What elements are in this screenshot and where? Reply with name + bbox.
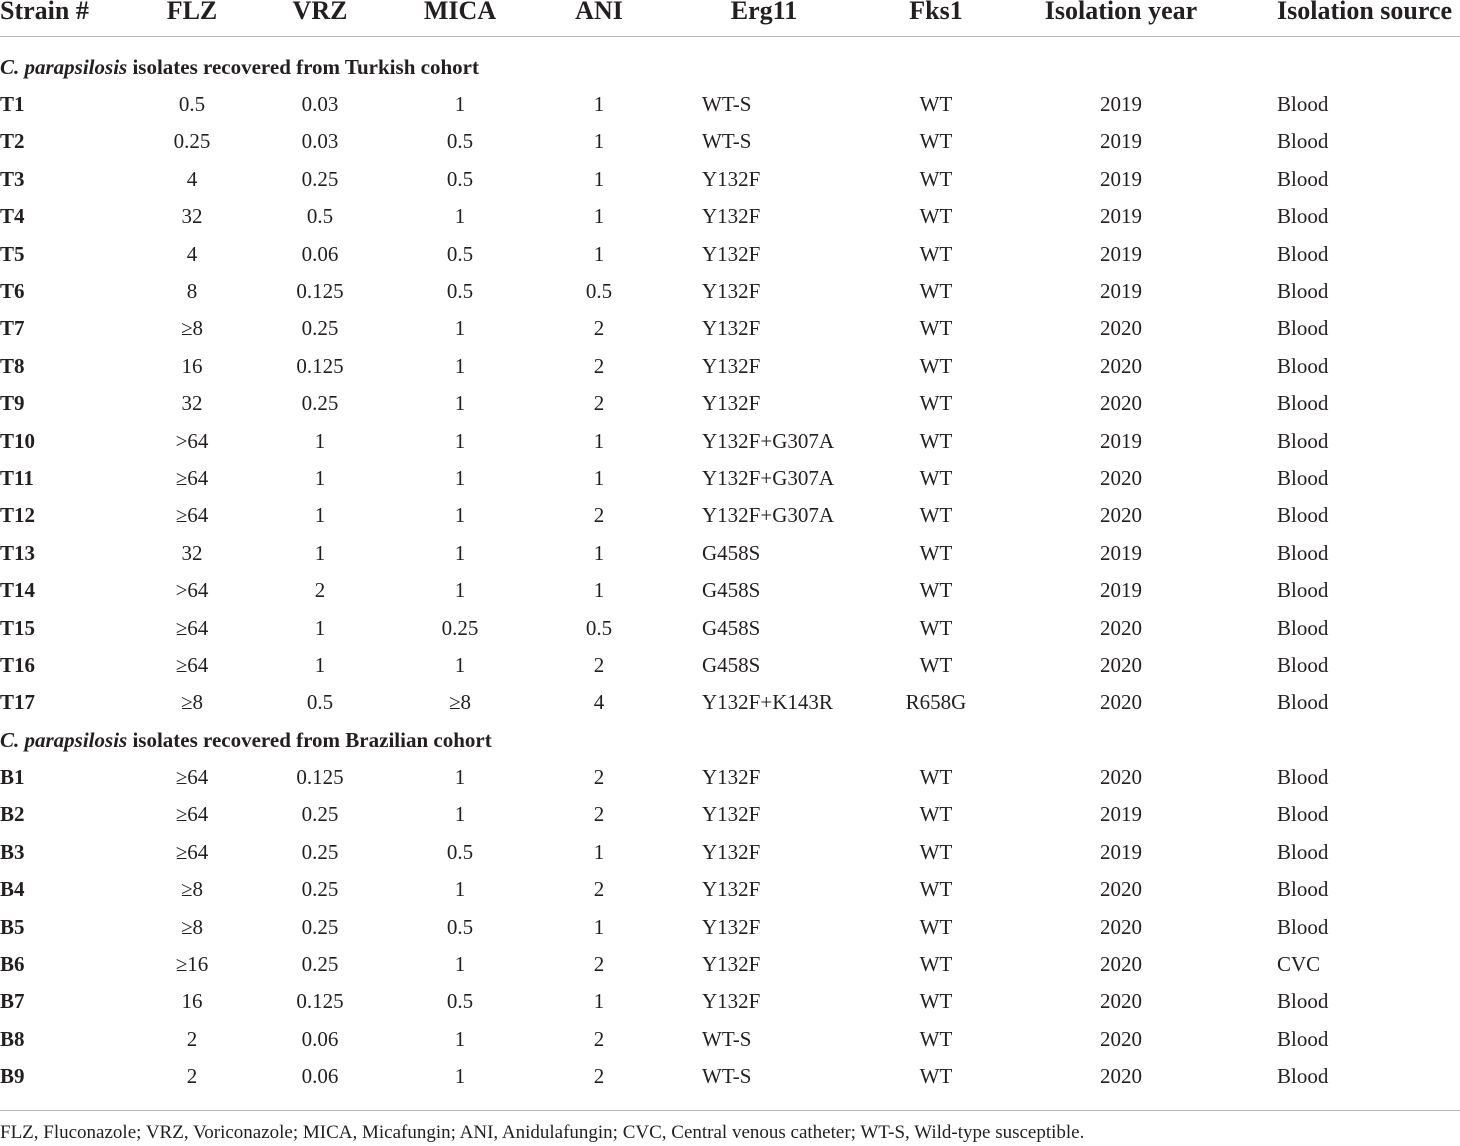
cell-ani: 2	[593, 952, 605, 976]
table-row	[0, 684, 1460, 721]
cell-flz: ≥8	[180, 690, 204, 715]
cell-ani: 2	[593, 503, 605, 528]
cell-strain: T14	[0, 578, 36, 603]
cell-erg11: Y132F	[702, 802, 761, 827]
section-brazilian-species: C. parapsilosis	[0, 728, 128, 752]
cell-ani: 1	[593, 166, 605, 191]
table-row	[0, 572, 1460, 609]
cell-erg11: Y132F	[702, 279, 761, 303]
cell-mica: 1	[454, 802, 466, 827]
cell-erg11: Y132F+K143R	[702, 690, 833, 715]
cell-flz: ≥64	[175, 503, 209, 528]
section-brazilian-label: isolates recovered from Brazilian cohort	[127, 728, 492, 752]
cell-flz: 0.25	[173, 129, 211, 154]
cell-mica: 1	[454, 466, 466, 490]
cell-strain: B8	[0, 1026, 25, 1051]
cell-flz: 0.5	[178, 92, 206, 116]
cell-fks1: WT	[919, 353, 953, 378]
cell-vrz: 0.125	[296, 279, 344, 303]
cell-fks1: R658G	[905, 690, 967, 715]
cell-source: Blood	[1277, 765, 1329, 789]
cell-flz: 4	[186, 241, 198, 266]
cell-flz: >64	[175, 428, 209, 453]
cell-strain: T3	[0, 166, 25, 191]
cell-mica: 1	[454, 316, 466, 341]
cell-strain: B9	[0, 1064, 25, 1089]
cell-fks1: WT	[919, 279, 953, 303]
cell-source: Blood	[1277, 877, 1329, 902]
cell-erg11: WT-S	[702, 1026, 752, 1051]
cell-ani: 1	[593, 466, 605, 490]
cell-strain: T6	[0, 279, 25, 303]
cell-vrz: 0.25	[301, 391, 339, 416]
cell-ani: 4	[593, 690, 605, 715]
cell-source: Blood	[1277, 129, 1329, 154]
cell-source: Blood	[1277, 615, 1329, 640]
cell-mica: 1	[454, 353, 466, 378]
cell-mica: 0.5	[446, 839, 474, 864]
cell-vrz: 0.25	[301, 914, 339, 939]
cell-flz: ≥16	[175, 952, 209, 976]
cell-ani: 0.5	[585, 615, 613, 640]
cell-erg11: G458S	[702, 653, 761, 677]
cell-year: 2020	[1100, 316, 1142, 341]
cell-fks1: WT	[919, 578, 953, 603]
cell-vrz: 0.5	[306, 690, 334, 715]
cell-fks1: WT	[919, 839, 953, 864]
cell-strain: B7	[0, 989, 25, 1014]
table-row	[0, 161, 1460, 198]
table-row	[0, 348, 1460, 385]
cell-mica: 1	[454, 1064, 466, 1089]
cell-erg11: G458S	[702, 540, 761, 565]
cell-fks1: WT	[919, 241, 953, 266]
cell-strain: B6	[0, 952, 25, 976]
cell-ani: 1	[593, 129, 605, 154]
cell-source: Blood	[1277, 279, 1329, 303]
cell-year: 2020	[1100, 1026, 1142, 1051]
table-row	[0, 610, 1460, 647]
cell-ani: 1	[593, 989, 605, 1014]
cell-mica: 1	[454, 503, 466, 528]
cell-flz: >64	[175, 578, 209, 603]
cell-year: 2020	[1100, 765, 1142, 789]
header-strain: Strain #	[0, 0, 89, 25]
cell-year: 2019	[1100, 129, 1142, 154]
cell-mica: 1	[454, 428, 466, 453]
cell-source: Blood	[1277, 316, 1329, 341]
cell-erg11: Y132F	[702, 914, 761, 939]
cell-strain: T17	[0, 690, 36, 715]
cell-strain: T13	[0, 540, 36, 565]
cell-erg11: G458S	[702, 578, 761, 603]
table-row	[0, 834, 1460, 871]
cell-source: CVC	[1277, 952, 1321, 976]
cell-erg11: Y132F+G307A	[702, 466, 835, 490]
cell-source: Blood	[1277, 503, 1329, 528]
cell-mica: 1	[454, 765, 466, 789]
cell-year: 2020	[1100, 1064, 1142, 1089]
cell-source: Blood	[1277, 466, 1329, 490]
cell-mica: 1	[454, 540, 466, 565]
table-row	[0, 236, 1460, 273]
cell-fks1: WT	[919, 615, 953, 640]
cell-mica: 0.5	[446, 914, 474, 939]
table-row	[0, 198, 1460, 235]
table-row	[0, 796, 1460, 833]
cell-fks1: WT	[919, 914, 953, 939]
cell-ani: 1	[593, 92, 605, 116]
cell-fks1: WT	[919, 316, 953, 341]
cell-mica: 1	[454, 1026, 466, 1051]
cell-ani: 2	[593, 1064, 605, 1089]
cell-ani: 2	[593, 1026, 605, 1051]
cell-source: Blood	[1277, 204, 1329, 229]
cell-fks1: WT	[919, 765, 953, 789]
cell-fks1: WT	[919, 503, 953, 528]
cell-strain: B3	[0, 839, 25, 864]
cell-erg11: Y132F	[702, 952, 761, 976]
cell-erg11: Y132F+G307A	[702, 503, 835, 528]
cell-erg11: G458S	[702, 615, 761, 640]
cell-ani: 1	[593, 241, 605, 266]
cell-fks1: WT	[919, 1026, 953, 1051]
cell-strain: T2	[0, 129, 25, 154]
cell-flz: 2	[186, 1026, 198, 1051]
cell-flz: 32	[181, 204, 203, 229]
cell-vrz: 0.25	[301, 952, 339, 976]
cell-strain: B1	[0, 765, 25, 789]
cell-source: Blood	[1277, 428, 1329, 453]
cell-source: Blood	[1277, 839, 1329, 864]
cell-vrz: 0.25	[301, 839, 339, 864]
cell-fks1: WT	[919, 802, 953, 827]
cell-source: Blood	[1277, 653, 1329, 677]
cell-ani: 2	[593, 316, 605, 341]
cell-year: 2020	[1100, 690, 1142, 715]
cell-vrz: 0.03	[301, 92, 339, 116]
cell-strain: B2	[0, 802, 25, 827]
cell-vrz: 0.125	[296, 765, 344, 789]
cell-flz: 32	[181, 540, 203, 565]
cell-year: 2019	[1100, 204, 1142, 229]
cell-ani: 2	[593, 802, 605, 827]
cell-flz: 2	[186, 1064, 198, 1089]
cell-year: 2019	[1100, 839, 1142, 864]
cell-fks1: WT	[919, 391, 953, 416]
cell-vrz: 1	[314, 466, 326, 490]
header-vrz: VRZ	[292, 0, 348, 25]
table-row	[0, 497, 1460, 534]
cell-mica: 0.5	[446, 166, 474, 191]
table-row	[0, 871, 1460, 908]
header-erg11: Erg11	[730, 0, 798, 25]
cell-vrz: 0.25	[301, 877, 339, 902]
cell-erg11: Y132F	[702, 765, 761, 789]
cell-vrz: 1	[314, 428, 326, 453]
cell-vrz: 0.125	[296, 989, 344, 1014]
cell-flz: ≥64	[175, 802, 209, 827]
cell-fks1: WT	[919, 653, 953, 677]
header-flz: FLZ	[166, 0, 218, 25]
cell-year: 2019	[1100, 166, 1142, 191]
table-row	[0, 983, 1460, 1020]
cell-ani: 1	[593, 204, 605, 229]
cell-vrz: 0.03	[301, 129, 339, 154]
cell-fks1: WT	[919, 129, 953, 154]
cell-ani: 2	[593, 877, 605, 902]
section-turkish-species: C. parapsilosis	[0, 55, 128, 79]
cell-source: Blood	[1277, 353, 1329, 378]
cell-vrz: 1	[314, 615, 326, 640]
cell-year: 2019	[1100, 241, 1142, 266]
cell-flz: 4	[186, 166, 198, 191]
table-row	[0, 423, 1460, 460]
cell-fks1: WT	[919, 166, 953, 191]
cell-mica: 0.5	[446, 241, 474, 266]
section-turkish-label: isolates recovered from Turkish cohort	[127, 55, 479, 79]
cell-erg11: WT-S	[702, 1064, 752, 1089]
cell-flz: ≥64	[175, 466, 209, 490]
table-row	[0, 1058, 1460, 1095]
header-isolation-source: Isolation source	[1277, 0, 1453, 25]
table-row	[0, 86, 1460, 123]
cell-flz: 32	[181, 391, 203, 416]
cell-ani: 2	[593, 391, 605, 416]
section-brazilian-cohort	[0, 722, 1460, 759]
header-fks1: Fks1	[909, 0, 963, 25]
cell-source: Blood	[1277, 989, 1329, 1014]
cell-year: 2019	[1100, 279, 1142, 303]
cell-year: 2020	[1100, 466, 1142, 490]
cell-mica: 1	[454, 204, 466, 229]
cell-ani: 1	[593, 578, 605, 603]
cell-vrz: 1	[314, 540, 326, 565]
cell-mica: 0.5	[446, 989, 474, 1014]
cell-vrz: 1	[314, 653, 326, 677]
header-mica: MICA	[423, 0, 497, 25]
cell-flz: 16	[181, 353, 203, 378]
cell-strain: B4	[0, 877, 25, 902]
cell-erg11: Y132F	[702, 353, 761, 378]
cell-vrz: 0.06	[301, 241, 339, 266]
cell-strain: B5	[0, 914, 25, 939]
cell-ani: 1	[593, 428, 605, 453]
cell-vrz: 0.125	[296, 353, 344, 378]
cell-strain: T7	[0, 316, 25, 341]
cell-flz: ≥8	[180, 877, 204, 902]
cell-fks1: WT	[919, 877, 953, 902]
cell-source: Blood	[1277, 1026, 1329, 1051]
cell-year: 2020	[1100, 503, 1142, 528]
cell-vrz: 0.5	[306, 204, 334, 229]
cell-year: 2019	[1100, 92, 1142, 116]
cell-vrz: 0.06	[301, 1026, 339, 1051]
cell-source: Blood	[1277, 92, 1329, 116]
cell-mica: 0.25	[441, 615, 479, 640]
cell-fks1: WT	[919, 92, 953, 116]
table-row	[0, 535, 1460, 572]
cell-erg11: WT-S	[702, 92, 752, 116]
cell-flz: ≥64	[175, 839, 209, 864]
cell-vrz: 0.25	[301, 802, 339, 827]
table-row	[0, 1021, 1460, 1058]
cell-year: 2020	[1100, 391, 1142, 416]
cell-source: Blood	[1277, 690, 1329, 715]
cell-vrz: 0.25	[301, 166, 339, 191]
cell-ani: 2	[593, 765, 605, 789]
table-row	[0, 310, 1460, 347]
cell-year: 2020	[1100, 615, 1142, 640]
cell-flz: ≥8	[180, 316, 204, 341]
cell-year: 2020	[1100, 952, 1142, 976]
cell-fks1: WT	[919, 204, 953, 229]
cell-strain: T5	[0, 241, 25, 266]
cell-fks1: WT	[919, 989, 953, 1014]
cell-erg11: Y132F	[702, 241, 761, 266]
cell-ani: 0.5	[585, 279, 613, 303]
cell-mica: 1	[454, 578, 466, 603]
cell-erg11: Y132F	[702, 166, 761, 191]
cell-vrz: 0.25	[301, 316, 339, 341]
section-turkish-cohort	[0, 49, 1460, 86]
table-row	[0, 946, 1460, 983]
cell-mica: 1	[454, 92, 466, 116]
table-row	[0, 759, 1460, 796]
cell-source: Blood	[1277, 578, 1329, 603]
cell-strain: T11	[0, 466, 34, 490]
cell-ani: 2	[593, 653, 605, 677]
table-row	[0, 385, 1460, 422]
header-ani: ANI	[575, 0, 623, 25]
cell-fks1: WT	[919, 540, 953, 565]
table-row	[0, 460, 1460, 497]
cell-flz: ≥64	[175, 653, 209, 677]
cell-strain: T10	[0, 428, 36, 453]
cell-erg11: Y132F	[702, 877, 761, 902]
cell-flz: 8	[186, 279, 198, 303]
cell-vrz: 0.06	[301, 1064, 339, 1089]
cell-erg11: Y132F+G307A	[702, 428, 835, 453]
cell-erg11: Y132F	[702, 839, 761, 864]
header-isolation-year: Isolation year	[1044, 0, 1198, 25]
table-row	[0, 647, 1460, 684]
cell-year: 2019	[1100, 578, 1142, 603]
cell-ani: 1	[593, 540, 605, 565]
cell-mica: 1	[454, 391, 466, 416]
cell-year: 2020	[1100, 653, 1142, 677]
cell-flz: ≥64	[175, 765, 209, 789]
footer-rule	[0, 1110, 1460, 1111]
cell-year: 2019	[1100, 802, 1142, 827]
cell-source: Blood	[1277, 914, 1329, 939]
cell-ani: 2	[593, 353, 605, 378]
cell-mica: ≥8	[448, 690, 472, 715]
cell-strain: T1	[0, 92, 25, 116]
cell-year: 2019	[1100, 428, 1142, 453]
cell-flz: ≥64	[175, 615, 209, 640]
table-header	[0, 0, 1460, 34]
cell-year: 2020	[1100, 989, 1142, 1014]
cell-strain: T8	[0, 353, 25, 378]
table-row	[0, 273, 1460, 310]
cell-year: 2019	[1100, 540, 1142, 565]
header-rule	[0, 36, 1460, 37]
cell-mica: 1	[454, 952, 466, 976]
cell-mica: 0.5	[446, 279, 474, 303]
cell-source: Blood	[1277, 166, 1329, 191]
cell-source: Blood	[1277, 540, 1329, 565]
cell-flz: 16	[181, 989, 203, 1014]
cell-erg11: Y132F	[702, 989, 761, 1014]
cell-mica: 1	[454, 653, 466, 677]
cell-erg11: Y132F	[702, 391, 761, 416]
cell-source: Blood	[1277, 391, 1329, 416]
cell-strain: T12	[0, 503, 36, 528]
cell-vrz: 2	[314, 578, 326, 603]
cell-year: 2020	[1100, 877, 1142, 902]
cell-fks1: WT	[919, 466, 953, 490]
cell-erg11: WT-S	[702, 129, 752, 154]
cell-fks1: WT	[919, 428, 953, 453]
cell-source: Blood	[1277, 802, 1329, 827]
cell-fks1: WT	[919, 952, 953, 976]
cell-flz: ≥8	[180, 914, 204, 939]
cell-mica: 0.5	[446, 129, 474, 154]
cell-strain: T9	[0, 391, 25, 416]
cell-ani: 1	[593, 839, 605, 864]
cell-fks1: WT	[919, 1064, 953, 1089]
cell-vrz: 1	[314, 503, 326, 528]
cell-source: Blood	[1277, 1064, 1329, 1089]
cell-ani: 1	[593, 914, 605, 939]
cell-strain: T15	[0, 615, 36, 640]
cell-source: Blood	[1277, 241, 1329, 266]
table-footnote: FLZ, Fluconazole; VRZ, Voriconazole; MICA, Micafungin; ANI, Anidulafungin; CVC, Central venous catheter; WT-S, Wild-type susceptible.	[0, 1122, 1085, 1143]
cell-strain: T16	[0, 653, 36, 677]
table-row	[0, 909, 1460, 946]
cell-erg11: Y132F	[702, 316, 761, 341]
cell-strain: T4	[0, 204, 25, 229]
cell-year: 2020	[1100, 353, 1142, 378]
cell-mica: 1	[454, 877, 466, 902]
cell-erg11: Y132F	[702, 204, 761, 229]
table-row	[0, 123, 1460, 160]
cell-year: 2020	[1100, 914, 1142, 939]
